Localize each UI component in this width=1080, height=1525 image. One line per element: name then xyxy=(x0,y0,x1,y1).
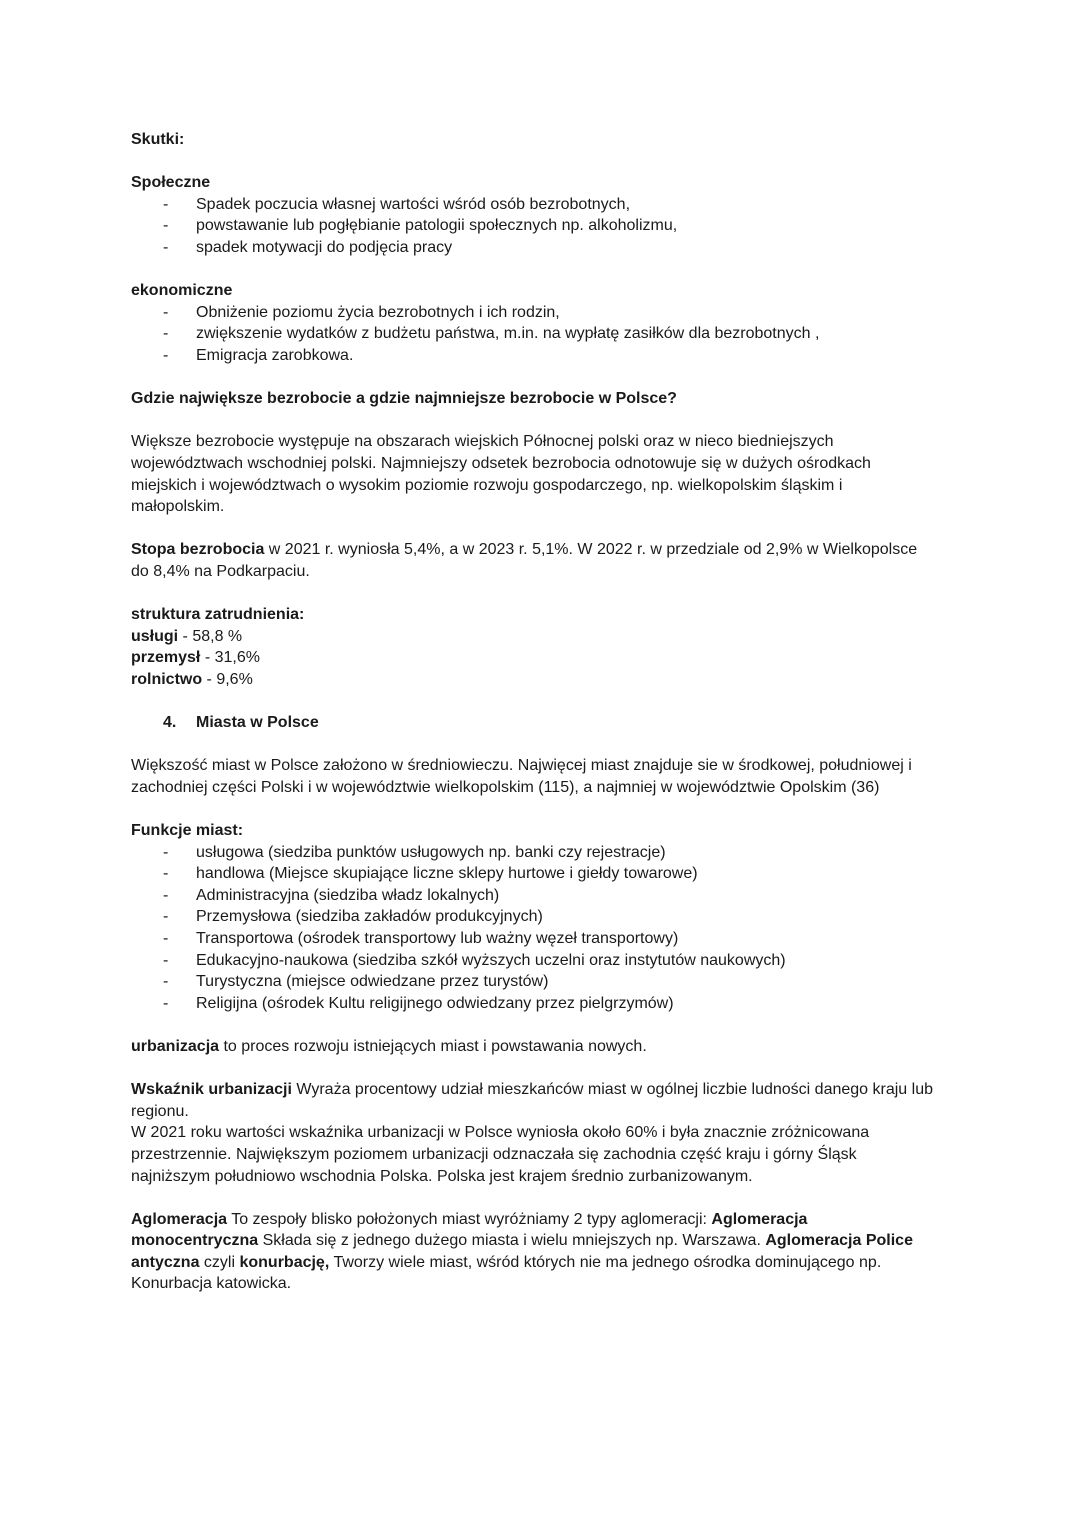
wskaznik-line: Wskaźnik urbanizacji Wyraża procentowy udział mieszkańców miast w ogólnej liczbie ludności danego kraju lub xyxy=(131,1081,933,1099)
ekonomiczne-heading: ekonomiczne xyxy=(131,282,233,300)
paragraph-line: województwach wschodniej polski. Najmniejszy odsetek bezrobocia odnotowuje się w dużych ośrodkach xyxy=(131,454,871,472)
struktura-heading: struktura zatrudnienia: xyxy=(131,606,305,624)
list-item: - Obniżenie poziomu życia bezrobotnych i ich rodzin, xyxy=(131,302,961,324)
paragraph-line: miejskich i województwach o wysokim poziomie rozwoju gospodarczego, np. wielkopolskim śląskim i xyxy=(131,476,843,494)
list-item: - powstawanie lub pogłębianie patologii społecznych np. alkoholizmu, xyxy=(131,215,961,237)
paragraph-line: regionu. xyxy=(131,1102,189,1120)
bullet-dash: - xyxy=(163,886,169,904)
list-item: - Edukacyjno-naukowa (siedziba szkół wyższych uczelni oraz instytutów naukowych) xyxy=(131,950,961,972)
wskaznik-term: Wskaźnik urbanizacji xyxy=(131,1081,292,1099)
list-item: - Religijna (ośrodek Kultu religijnego odwiedzany przez pielgrzymów) xyxy=(131,993,961,1015)
bullet-dash: - xyxy=(163,951,169,969)
urbanizacja-term: urbanizacja xyxy=(131,1037,220,1055)
list-item: - Turystyczna (miejsce odwiedzane przez turystów) xyxy=(131,971,961,993)
urbanizacja-definition: urbanizacja to proces rozwoju istniejących miast i powstawania nowych. xyxy=(131,1037,647,1055)
paragraph-line: najniższym południowo wschodnia Polska. Polska jest krajem średnio zurbanizowanym. xyxy=(131,1167,753,1185)
document-page xyxy=(131,129,961,1295)
section-number: 4. xyxy=(163,714,177,732)
stopa-bezrobocia-line: Stopa bezrobocia w 2021 r. wyniosła 5,4%, a w 2023 r. 5,1%. W 2022 r. w przedziale od 2,9% w Wielkopolsce xyxy=(131,541,918,559)
bullet-dash: - xyxy=(163,346,169,364)
spoleczne-heading: Społeczne xyxy=(131,174,211,192)
paragraph-line: Konurbacja katowicka. xyxy=(131,1275,292,1293)
list-item: - usługowa (siedziba punktów usługowych np. banki czy rejestracje) xyxy=(131,842,961,864)
skutki-heading: Skutki: xyxy=(131,131,185,148)
bullet-dash: - xyxy=(163,325,169,343)
paragraph-line: małopolskim. xyxy=(131,498,225,516)
struktura-item: rolnictwo - 9,6% xyxy=(131,670,253,688)
paragraph-line: do 8,4% na Podkarpaciu. xyxy=(131,562,310,580)
bullet-dash: - xyxy=(163,217,169,235)
bullet-dash: - xyxy=(163,865,169,883)
struktura-item: usługi - 58,8 % xyxy=(131,627,243,645)
bullet-dash: - xyxy=(163,929,169,947)
bullet-dash: - xyxy=(163,994,169,1012)
list-item: - Emigracja zarobkowa. xyxy=(131,345,961,367)
bullet-dash: - xyxy=(163,195,169,213)
bullet-dash: - xyxy=(163,908,169,926)
struktura-item: przemysł - 31,6% xyxy=(131,649,260,667)
bullet-dash: - xyxy=(163,843,169,861)
list-item: - Administracyjna (siedziba władz lokalnych) xyxy=(131,885,961,907)
paragraph-line: W 2021 roku wartości wskaźnika urbanizacji w Polsce wyniosła około 60% i była znacznie zróżnicowana xyxy=(131,1124,870,1142)
aglomeracja-line: monocentryczna Składa się z jednego dużego miasta i wielu mniejszych np. Warszawa. Aglomeracja Police xyxy=(131,1232,913,1250)
paragraph-line: przestrzennie. Największym poziomem urbanizacji odznaczała się zachodnia część kraju i górny Śląsk xyxy=(131,1145,857,1163)
funkcje-heading: Funkcje miast: xyxy=(131,822,244,839)
paragraph-line: Większość miast w Polsce założono w średniowieczu. Najwięcej miast znajduje sie w środkowej, południowej i xyxy=(131,757,912,775)
bullet-dash: - xyxy=(163,238,169,256)
aglomeracja-line: Aglomeracja To zespoły blisko położonych miast wyróżniamy 2 typy aglomeracji: Aglomeracja xyxy=(131,1210,808,1228)
list-item: - Transportowa (ośrodek transportowy lub ważny węzeł transportowy) xyxy=(131,928,961,950)
list-item: - spadek motywacji do podjęcia pracy xyxy=(131,237,961,259)
aglomeracja-line: antyczna czyli konurbację, Tworzy wiele miast, wśród których nie ma jednego ośrodka dominującego np. xyxy=(131,1253,882,1271)
paragraph-line: zachodniej części Polski i w województwie wielkopolskim (115), a najmniej w województwie Opolskim (36) xyxy=(131,778,880,796)
list-item: - Przemysłowa (siedziba zakładów produkcyjnych) xyxy=(131,906,961,928)
bezrobocie-question: Gdzie największe bezrobocie a gdzie najmniejsze bezrobocie w Polsce? xyxy=(131,390,677,408)
bullet-dash: - xyxy=(163,303,169,321)
list-item: - zwiększenie wydatków z budżetu państwa, m.in. na wypłatę zasiłków dla bezrobotnych , xyxy=(131,323,961,345)
list-item: - Spadek poczucia własnej wartości wśród osób bezrobotnych, xyxy=(131,194,961,216)
bullet-dash: - xyxy=(163,973,169,991)
section-heading-miasta: 4. Miasta w Polsce xyxy=(131,712,961,734)
stopa-term: Stopa bezrobocia xyxy=(131,541,265,559)
paragraph-line: Większe bezrobocie występuje na obszarach wiejskich Północnej polski oraz w nieco biedniejszych xyxy=(131,433,834,451)
list-item: - handlowa (Miejsce skupiające liczne sklepy hurtowe i giełdy towarowe) xyxy=(131,863,961,885)
